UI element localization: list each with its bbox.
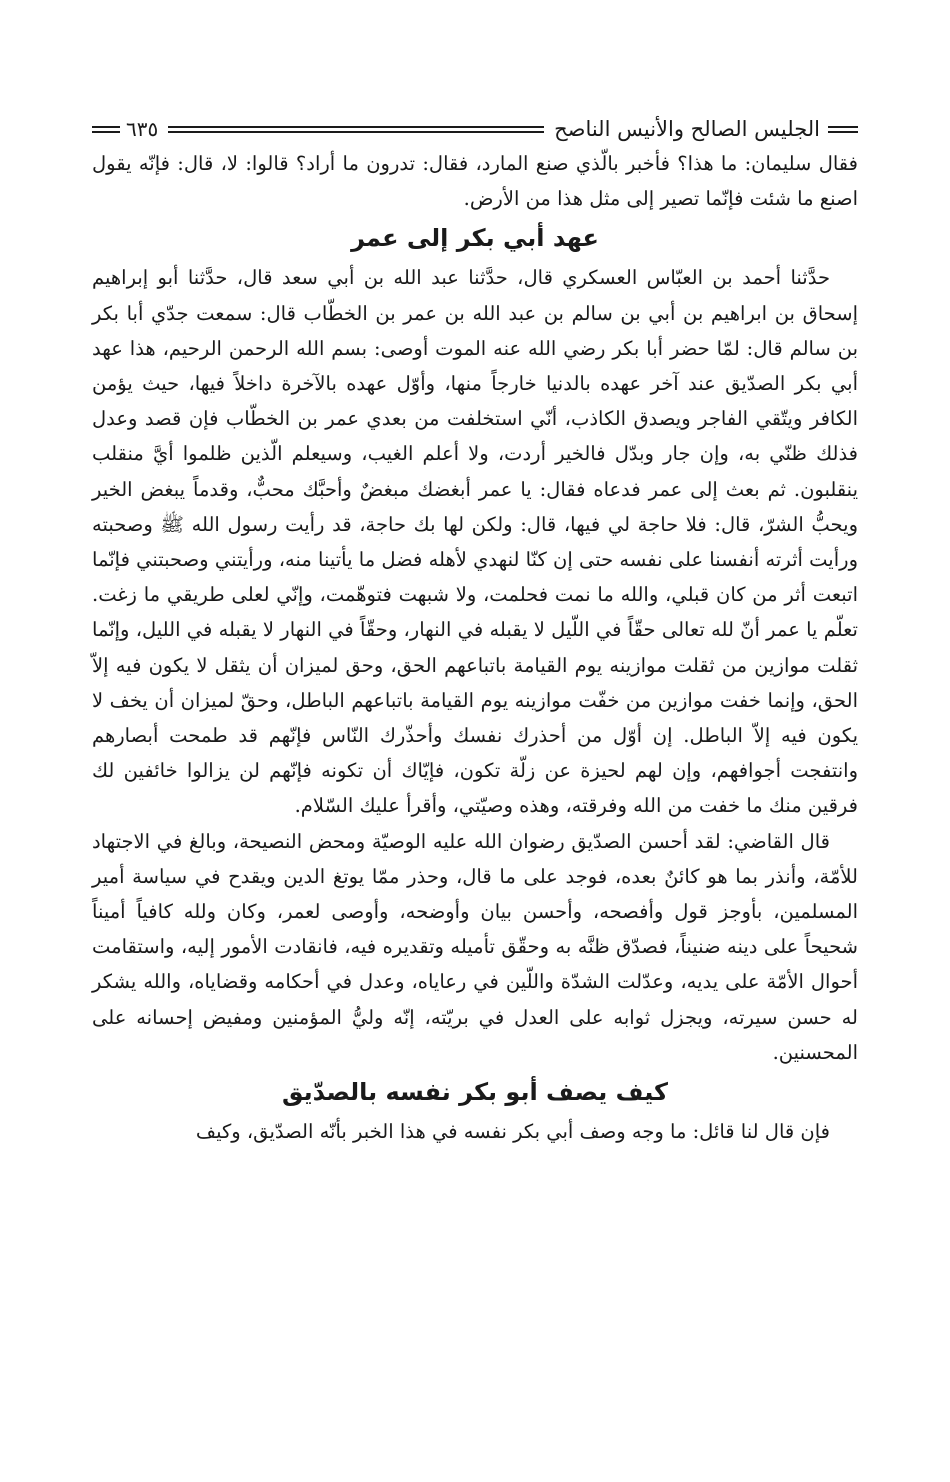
paragraph-intro: فقال سليمان: ما هذا؟ فأخبر بالّذي صنع المارد، فقال: تدرون ما أراد؟ قالوا: لا، قال: فإنّه يقول اصنع ما شئت فإنّما تصير إلى مثل هذا من الأرض. [92,152,858,211]
book-page [92,112,858,1149]
paragraph-covenant: حدَّثنا أحمد بن العبّاس العسكري قال، حدَّثنا عبد الله بن أبي سعد قال، حدَّثنا أبو إبراهيم إسحاق بن ابراهيم بن أبي بن سالم بن عبد الله بن عمر بن الخطّاب قال: سمعت جدّي أبا بكر بن سالم قال: لمّا حضر أبا بكر رضي الله عنه الموت أوصى: بسم الله الرحمن الرحيم، هذا عهد أبي بكر الصدّيق عند آخر عهده بالدنيا خارجاً منها، وأوّل عهده بالآخرة داخلاً فيها، حيث يؤمن الكافر ويتّقي الفاجر ويصدق الكاذب، أنّي استخلفت من بعدي عمر بن الخطّاب فإن قصد وعدل فذلك ظنّي به، وإن جار وبدّل فالخير أردت، ولا أعلم الغيب، وسيعلم الّذين ظلموا أيَّ منقلب ينقلبون. ثم بعث إلى عمر فدعاه فقال: يا عمر أبغضك مبغضٌ وأحبَّك محبٌّ، وقدماً يبغض الخير ويحبُّ الشرّ، قال: فلا حاجة لي فيها، قال: ولكن لها بك حاجة، قد رأيت رسول الله ﷺ وصحبته ورأيت أثرته أنفسنا على نفسه حتى إن كنّا لنهدي لأهله فضل ما يأتينا منه، ورأيتني وصحبتني فإنّما اتبعت أثر من كان قبلي، والله ما نمت فحلمت، ولا شبهت فتوهّمت، وإنّي لعلى طريقي ما زغت. تعلّم يا عمر أنّ لله تعالى حقّاً في اللّيل لا يقبله في النهار، وحقّاً في النهار لا يقبله في الليل، وإنّما ثقلت موازين من ثقلت موازينه يوم القيامة باتباعهم الحق، وحق لميزان أن يثقل لا يكون فيه إلاّ الحق، وإنما خفت موازين من خفّت موازينه يوم القيامة باتباعهم الباطل، وحقّ لميزان أن يخف لا يكون فيه إلاّ الباطل. إن أوّل من أحذرك نفسك وأحذّرك النّاس فإنّهم قد طمحت أبصارهم وانتفجت أجوافهم، وإن لهم لحيزة عن زلّة تكون، فإيّاك أن تكونه فإنّهم لن يزالوا خائفين لك فرقين منك ما خفت من الله وفرقته، وهذه وصيّتي، وأقرأ عليك السّلام. [92,266,858,818]
paragraph-question: فإن قال لنا قائل: ما وجه وصف أبي بكر نفسه في هذا الخبر بأنّه الصدّيق، وكيف [195,1120,830,1144]
header-rule-tail [92,126,120,133]
section-heading-covenant: عهد أبي بكر إلى عمر [351,224,599,253]
paragraph-qadi-commentary: قال القاضي: لقد أحسن الصدّيق رضوان الله عليه الوصيّة ومحض النصيحة، وبالغ في الاجتهاد للأمّة، وأنذر بما هو كائنٌ بعده، فوجد على ما قال، وحذر ممّا يوتغ الدين ويقدح في سياسة أمير المسلمين، بأوجز قول وأفصحه، وأحسن بيان وأوضحه، وأوصى لعمر، وكان ولله كافياً أميناً شحيحاً على دينه ضنيناً، فصدّق ظنَّه به وحقّق تأميله وتقديره فيه، فانقادت الأمور إليه، واستقامت أحوال الأمّة على يديه، وعدّلت الشدّة واللّين في رعاياه، وعدل في أحكامه وقضاياه، والله يشكر له حسن سيرته، ويجزل ثوابه على العدل في بريّته، إنّه وليُّ المؤمنين ومفيض إحسانه على المحسنين. [92,829,858,1064]
section-heading-siddiq: كيف يصف أبو بكر نفسه بالصدّيق [282,1078,668,1107]
book-title: الجليس الصالح والأنيس الناصح [554,117,820,141]
running-header [92,112,858,146]
page-number: ٦٣٥ [126,117,159,141]
header-rule-lead [828,126,858,133]
header-rule [168,126,544,133]
